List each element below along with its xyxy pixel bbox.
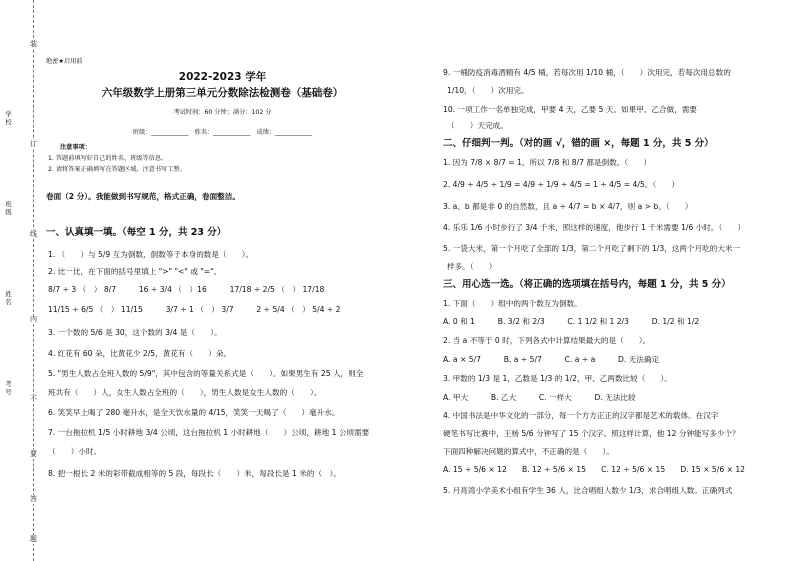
question-line: 3. 甲数的 1/3 是 1，乙数是 1/3 的 1/2，甲、乙两数比较（ ）。: [443, 374, 672, 383]
question-line: 硬笔书写比赛中，王杨 5/6 分钟写了 15 个汉字。照这样计算，他 12 分钟能写多少个？: [443, 429, 740, 438]
question-line: 1. 下面（ ）组中的两个数互为倒数。: [443, 299, 582, 308]
binding-label: 要: [30, 450, 37, 458]
section-3-heading: 三、用心选一选。（将正确的选项填在括号内，每题 1 分，共 5 分）: [443, 279, 731, 290]
binding-label: 线: [30, 230, 37, 238]
side-label: 学校: [5, 110, 12, 126]
question-line: 3. a、b 都是非 0 的自然数，且 a ÷ 4/7 = b × 4/7，则 a > b。（ ）: [443, 202, 693, 211]
question-line: （ ）天完成。: [447, 121, 508, 130]
question-line: 班共有（ ）人，女生人数占全班的（ ），男生人数是女生人数的（ ）。: [48, 388, 322, 397]
section-2-heading: 二、仔细判一判。（对的画 √，错的画 ×，每题 1 分，共 5 分）: [443, 138, 714, 149]
binding-label: 内: [30, 315, 37, 323]
binding-label: 装: [30, 40, 37, 48]
question-line: 下面四种解决问题的算式中，不正确的是（ ）。: [443, 447, 614, 456]
exam-info: 考试时间：60 分钟；满分：102 分: [173, 109, 272, 116]
note-item: 2. 请将答案正确填写在答题区域，注意书写工整。: [48, 166, 186, 173]
side-label: 姓名: [5, 290, 12, 306]
question-line: 2. 当 a 不等于 0 时，下列各式中计算结果最大的是（ ）。: [443, 336, 651, 345]
question-line: 样多。（ ）: [447, 262, 497, 271]
question-line: 1. 因为 7/8 × 8/7 = 1，所以 7/8 和 8/7 都是倒数。（ ）: [443, 158, 651, 167]
question-line: 1/10，（ ）次用完。: [447, 86, 529, 95]
binding-label: 答: [30, 495, 37, 503]
neatness-line: 卷面（2 分）。我能做到书写规范，格式正确，卷面整洁。: [46, 192, 240, 201]
page-title: 六年级数学上册第三单元分数除法检测卷（基础卷）: [101, 87, 344, 99]
question-line: 10. 一项工作一名单独完成，甲要 4 天，乙要 5 天。如果甲、乙合做，需要: [443, 105, 698, 114]
option-line: A. 0 和 1 B. 3/2 和 2/3 C. 1 1/2 和 1 2/3 D. 1/2 和 1/2: [443, 317, 700, 326]
question-line: 4. 红花有 60 朵，比黄花少 2/5，黄花有（ ）朵。: [48, 349, 232, 358]
side-label: 班级: [5, 200, 12, 216]
question-line: 5. 一袋大米，第一个月吃了全部的 1/3，第二个月吃了剩下的 1/3，这两个月吃的大米一: [443, 244, 741, 253]
question-line: 7. 一台拖拉机 1/5 小时耕地 3/4 公顷，这台拖拉机 1 小时耕地（ ）公顷，耕地 1 公顷需要: [48, 428, 370, 437]
option-line: A. 甲大 B. 乙大 C. 一样大 D. 无法比较: [443, 393, 636, 402]
secret-label: 绝密★启用前: [46, 58, 83, 65]
notes-heading: 注意事项：: [60, 144, 91, 151]
binding-label: 题: [30, 535, 37, 543]
note-item: 1. 答题前填写好自己的姓名、班级等信息。: [48, 155, 168, 162]
binding-dashed-line: [33, 0, 34, 561]
question-line: 1. （ ）与 5/9 互为倒数，倒数等于本身的数是（ ）。: [48, 250, 254, 259]
question-line: 8/7 ÷ 3 （ ） 8/7 16 ÷ 3/4 （ ）16 17/18 ÷ 2/5 （ ） 17/18: [48, 285, 325, 294]
question-line: 11/15 ÷ 6/5 （ ） 11/15 3/7 ÷ 1 （ ） 3/7 2 ÷ 5/4 （ ） 5/4 ÷ 2: [48, 305, 341, 314]
option-line: A. 15 ÷ 5/6 × 12 B. 12 ÷ 5/6 × 15 C. 12 ÷ 5/6 × 15 D. 15 × 5/6 × 12: [443, 465, 746, 474]
question-line: 8. 把一根长 2 米的彩带截成相等的 5 段，每段长（ ）米，每段长是 1 米的（ ）。: [48, 469, 342, 478]
question-line: 9. 一桶防疫消毒酒精有 4/5 桶，若每次用 1/10 桶，（ ）次用完，若每次用总数的: [443, 68, 731, 77]
option-line: A. a × 5/7 B. a ÷ 5/7 C. a ÷ a D. 无法确定: [443, 355, 660, 364]
question-line: 3. 一个数的 5/6 是 30，这个数的 3/4 是（ ）。: [48, 328, 222, 337]
question-line: 4. 中国书法是中华文化的一部分，每一个方方正正的汉字都是艺术的载体。在汉字: [443, 411, 719, 420]
question-line: 5. "男生人数占全班人数的 5/9"，其中包含的等量关系式是（ ）。如果男生有 25 人，则全: [48, 369, 364, 378]
exam-year: 2022-2023 学年: [178, 71, 267, 83]
question-line: 2. 比一比，在下面的括号里填上 ">" "<" 或 "="。: [48, 267, 222, 276]
student-fields: 班级：____________ 姓名：____________ 成绩：____________: [132, 129, 313, 136]
question-line: 5. 月亮湾小学美术小组有学生 36 人，比合唱组人数少 1/3，求合唱组人数。正确列式: [443, 486, 733, 495]
side-label: 考号: [5, 380, 12, 396]
binding-label: 订: [30, 140, 37, 148]
question-line: （ ）小时。: [48, 447, 102, 456]
question-line: 4. 乐乐 1/6 小时步行了 3/4 千米，照这样的速度，他步行 1 千米需要 1/6 小时。（ ）: [443, 223, 746, 232]
question-line: 6. 笑笑早上喝了 280 毫升水，是全天饮水量的 4/15，笑笑一天喝了（ ）毫升水。: [48, 408, 340, 417]
binding-margin: [0, 0, 40, 561]
question-line: 2. 4/9 ÷ 4/5 ÷ 1/9 = 4/9 ÷ 1/9 ÷ 4/5 = 1 ÷ 4/5 = 4/5。（ ）: [443, 180, 679, 189]
binding-label: 不: [30, 395, 37, 403]
section-1-heading: 一、认真填一填。（每空 1 分，共 23 分）: [46, 227, 227, 238]
